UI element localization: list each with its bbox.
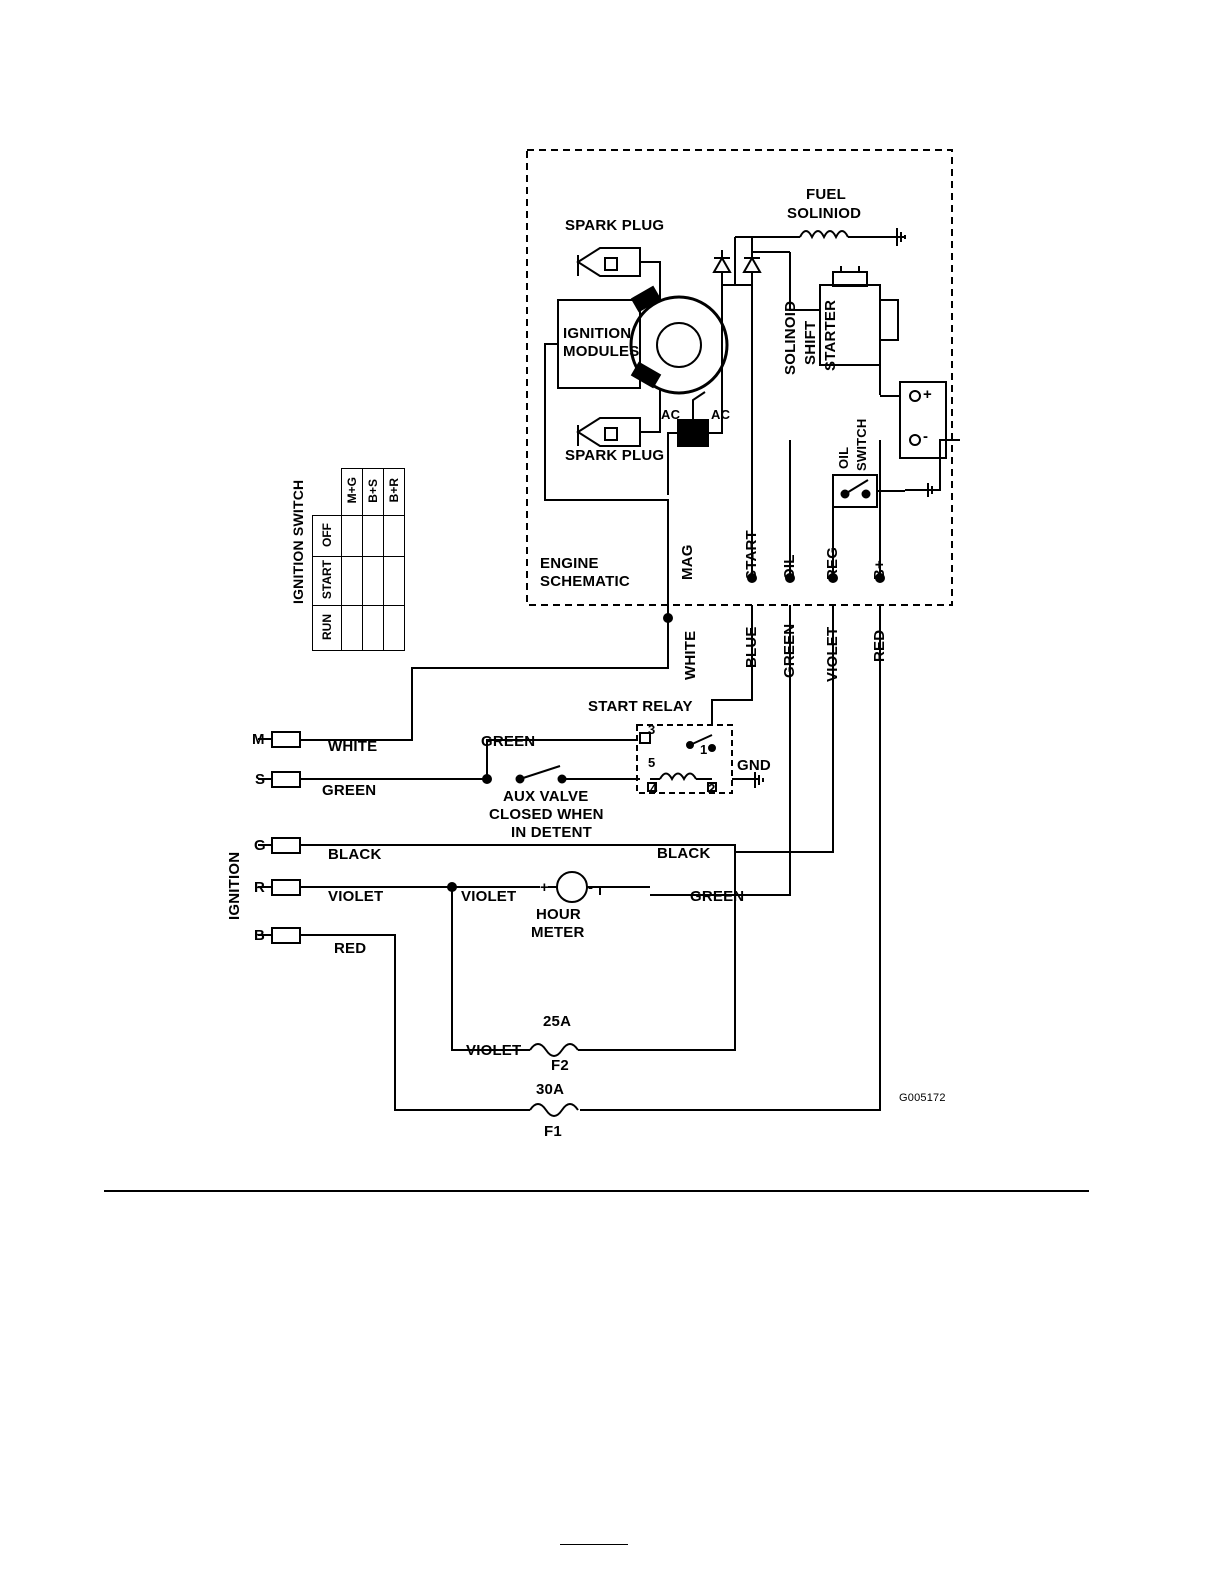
- wire-color-blue: BLUE: [743, 626, 760, 668]
- red-wire-b: [300, 935, 530, 1110]
- spark-plug-top-label: SPARK PLUG: [565, 217, 665, 234]
- fuse-f1: [530, 1104, 578, 1116]
- solenoid-shift-starter-line1: SOLINOID: [782, 300, 799, 375]
- ignition-wire-m: WHITE: [328, 738, 378, 755]
- ignition-switch-row-2: RUN: [320, 613, 334, 640]
- relay-ground-label: GND: [737, 757, 771, 774]
- engine-schematic-title-line1: ENGINE: [540, 555, 599, 572]
- ignition-wire-b: RED: [334, 940, 367, 957]
- ignition-switch-col-2: B+R: [387, 478, 401, 503]
- ac-right-label: AC: [711, 407, 731, 422]
- spark-plug-bottom-label: SPARK PLUG: [565, 447, 665, 464]
- page-number-rule: [560, 1544, 628, 1545]
- ignition-switch-table: [312, 468, 405, 651]
- hour-meter-plus: +: [540, 879, 549, 896]
- ignition-wire-s: GREEN: [322, 782, 377, 799]
- fuel-solenoid: [735, 228, 905, 246]
- engine-schematic-title-line2: SCHEMATIC: [540, 573, 630, 590]
- solenoid-shift-starter-line2: SHIFT: [802, 320, 819, 365]
- terminal-name-reg: REG: [824, 546, 841, 580]
- wire-color-white: WHITE: [682, 630, 699, 680]
- ignition-modules-label-line2: MODULES: [563, 343, 640, 360]
- fuel-solenoid-label-line2: SOLINIOD: [787, 205, 862, 222]
- battery: [880, 382, 960, 458]
- terminal-name-oil: OIL: [781, 554, 798, 580]
- white-wire: [300, 648, 668, 740]
- flywheel-inner: [657, 323, 701, 367]
- oil-switch-label-line2: SWITCH: [854, 418, 869, 471]
- ignition-wire-g: BLACK: [328, 846, 382, 863]
- hour-meter-symbol: [548, 872, 650, 902]
- wire-color-violet: VIOLET: [824, 626, 841, 682]
- battery-plus-label: +: [923, 386, 932, 403]
- oil-switch-label-line1: OIL: [836, 446, 851, 469]
- fuse-f2-rating: 25A: [543, 1013, 572, 1030]
- fuel-solenoid-label-line1: FUEL: [806, 186, 846, 203]
- solenoid-shift-starter-line3: STARTER: [822, 299, 839, 371]
- aux-valve-line2: CLOSED WHEN: [489, 806, 604, 823]
- ignition-switch-col-1: B+S: [366, 478, 380, 503]
- aux-valve-switch: [517, 766, 641, 783]
- relay-pin-1: 1: [700, 742, 708, 757]
- hour-meter-green-label: GREEN: [690, 888, 745, 905]
- hour-meter-line1: HOUR: [536, 906, 581, 923]
- battery-minus-label: -: [923, 428, 929, 445]
- ignition-module-leg-top: [632, 287, 660, 311]
- ignition-modules-label-line1: IGNITION: [563, 325, 632, 342]
- hour-meter-line2: METER: [531, 924, 585, 941]
- black-wire-label: BLACK: [657, 845, 711, 862]
- fuse-f2-designator: F2: [551, 1057, 569, 1074]
- start-relay-title: START RELAY: [588, 698, 693, 715]
- ignition-pin-b: B: [254, 927, 266, 944]
- ignition-pin-m: M: [252, 731, 265, 748]
- alternator-block: [678, 420, 708, 446]
- oil-switch: [833, 475, 905, 507]
- terminal-name-mag: MAG: [679, 544, 696, 580]
- relay-pin-3: 3: [648, 722, 656, 737]
- spark-plug-top: [578, 248, 640, 276]
- ignition-module-leg-bottom: [632, 363, 660, 387]
- diode-pair: [714, 250, 760, 285]
- violet-to-f2: [452, 895, 530, 1050]
- hour-meter-violet-label: VIOLET: [461, 888, 517, 905]
- wire-color-green: GREEN: [781, 623, 798, 678]
- relay-pin-2: 2: [708, 781, 716, 796]
- ignition-switch-col-0: M+G: [345, 477, 359, 504]
- terminal-name-bplus: B+: [871, 560, 888, 580]
- ignition-pin-g: G: [254, 837, 266, 854]
- footer-divider: [104, 1190, 1089, 1192]
- fuse-f1-designator: F1: [544, 1123, 562, 1140]
- wire-color-red: RED: [871, 629, 888, 662]
- aux-valve-green-label: GREEN: [481, 733, 536, 750]
- ignition-wire-r: VIOLET: [328, 888, 384, 905]
- ignition-pin-s: S: [255, 771, 266, 788]
- fuse-f1-rating: 30A: [536, 1081, 565, 1098]
- ignition-switch-row-0: OFF: [320, 522, 334, 547]
- fuse-f2-violet-label: VIOLET: [466, 1042, 522, 1059]
- ignition-switch-title: IGNITION SWITCH: [290, 479, 306, 604]
- relay-pin-5: 5: [648, 755, 656, 770]
- relay-pin-4: 4: [650, 781, 658, 796]
- hour-meter-minus: -: [588, 879, 594, 896]
- terminal-name-start: START: [743, 530, 760, 580]
- ac-left-label: AC: [661, 407, 681, 422]
- aux-valve-line3: IN DETENT: [511, 824, 592, 841]
- battery-ground: [905, 440, 946, 497]
- ignition-switch-row-1: START: [320, 559, 334, 600]
- ignition-block-label: IGNITION: [226, 851, 243, 920]
- relay-ground: [732, 772, 763, 788]
- spark-plug-bottom: [578, 418, 640, 446]
- diagram-id-code: G005172: [899, 1092, 946, 1104]
- ignition-pin-r: R: [254, 879, 266, 896]
- aux-valve-line1: AUX VALVE: [503, 788, 589, 805]
